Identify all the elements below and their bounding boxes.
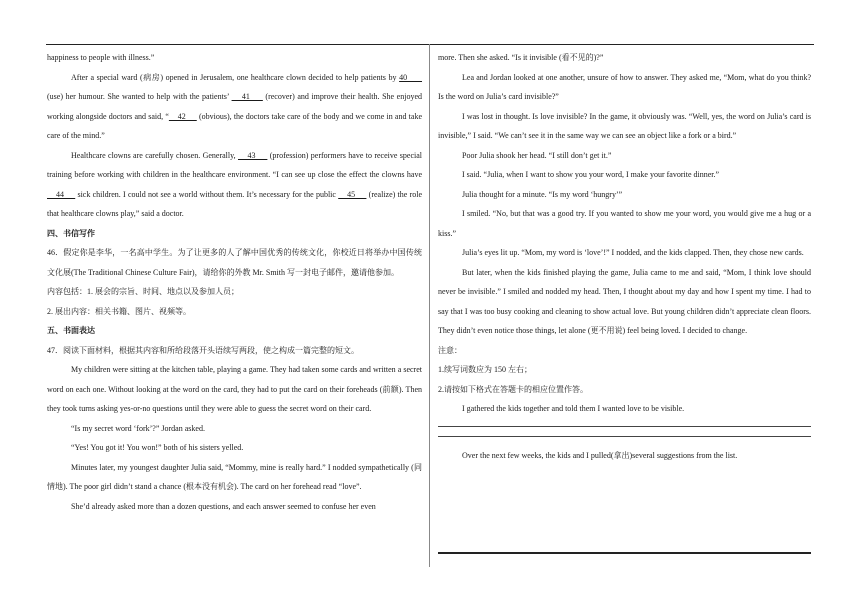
story-paragraph: I smiled. “No, but that was a good try. If you wanted to show me your word, you would give me a hug or a kiss.” xyxy=(438,209,811,238)
blank-40[interactable]: 40 xyxy=(399,72,423,82)
blank-43[interactable]: 43 xyxy=(238,150,268,160)
question-46-content-1: 内容包括：1. 展会的宗旨、时间、地点以及参加人员； xyxy=(47,287,239,296)
answer-line[interactable] xyxy=(438,436,811,437)
story-paragraph: I was lost in thought. Is love invisible? In the game, it obviously was. “Well, yes, the word on Julia’s card is invisible,” I said. “We can’t see it in the same way we can see an object like a fork or a bird.” xyxy=(438,111,811,140)
top-rule xyxy=(46,44,814,45)
continuation-opener-1: I gathered the kids together and told them I wanted love to be visible. xyxy=(462,404,685,413)
question-47: 47．阅读下面材料，根据其内容和所给段落开头语续写两段，使之构成一篇完整的短文。 xyxy=(47,345,359,355)
left-column xyxy=(47,48,422,516)
paragraph-clowns: Healthcare clowns are carefully chosen. Generally, 43 (profession) performers have to receive special training before working with children in the healthcare environment. “I can see up close the effect the clowns have 44 sick children. I could not see a world without them. It’s necessary for the public 45 (realize) the role that healthcare clowns play,” said a doctor. xyxy=(47,150,423,218)
question-46: 46．假定你是李华，一名高中学生。为了让更多的人了解中国优秀的传统文化，你校近日将举办中国传统文化展(The Traditional Chinese Culture Fair)，请给你的外教 Mr. Smith 写一封电子邮件，邀请他参加。 xyxy=(47,248,422,277)
story-paragraph: Poor Julia shook her head. “I still don’t get it.” xyxy=(462,150,612,160)
story-paragraph: Minutes later, my youngest daughter Julia said, “Mommy, mine is really hard.” I nodded sympathetically (同情地). The poor girl didn’t stand a chance (根本没有机会). The card on her forehead read “love”. xyxy=(47,462,422,491)
note-item: 1.续写词数应为 150 左右； xyxy=(438,365,532,374)
right-column xyxy=(438,48,811,465)
story-paragraph: Julia’s eyes lit up. “Mom, my word is ‘love’!” I nodded, and the kids clapped. Then, they chose new cards. xyxy=(462,248,804,257)
story-paragraph: “Is my secret word ‘fork’?” Jordan asked. xyxy=(71,423,205,433)
section-heading-writing: 五、书面表达 xyxy=(47,326,95,335)
blank-42[interactable]: 42 xyxy=(168,111,197,121)
story-paragraph: Julia thought for a minute. “Is my word ‘hungry’” xyxy=(462,189,623,199)
note-item: 2.请按如下格式在答题卡的相应位置作答。 xyxy=(438,384,588,394)
section-heading-letter: 四、书信写作 xyxy=(47,228,95,238)
blank-41[interactable]: 41 xyxy=(231,92,263,101)
continuation-opener-2: Over the next few weeks, the kids and I pulled(拿出)several suggestions from the list. xyxy=(462,450,738,460)
blank-44[interactable]: 44 xyxy=(47,189,76,199)
blank-45[interactable]: 45 xyxy=(338,189,367,199)
story-paragraph: But later, when the kids finished playing the game, Julia came to me and said, “Mom, I think love should never be invisible.” I smiled and nodded my head. Then, I thought about my day and how I spent my time. I had to say that I was too busy cooking and cleaning to show actual love. But young children didn’t appreciate clean floors. They didn’t even notice those things, let alone (更不用说) feel being loved. I decided to change. xyxy=(438,267,811,335)
notes-heading: 注意： xyxy=(438,345,462,355)
story-paragraph: My children were sitting at the kitchen table, playing a game. They had taken some cards and written a secret word on each one. Without looking at the word on the card, they had to put the card on their foreheads (前额). Then they took turns asking yes-or-no questions until they were able to guess the secret word on their card. xyxy=(47,365,422,413)
story-paragraph: I said. “Julia, when I want to show you your word, I make your favorite dinner.” xyxy=(462,170,720,179)
answer-line-bottom[interactable] xyxy=(438,552,811,554)
story-paragraph: more. Then she asked. “Is it invisible (看不见的)?” xyxy=(438,53,604,62)
question-46-content-2: 2. 展出内容：相关书籍、图片、视频等。 xyxy=(47,306,191,316)
answer-line[interactable] xyxy=(438,426,811,427)
column-divider xyxy=(429,44,430,567)
paragraph: happiness to people with illness.” xyxy=(47,53,155,62)
story-paragraph: Lea and Jordan looked at one another, unsure of how to answer. They asked me, “Mom, what do you think? Is the word on Julia’s card invisible?” xyxy=(438,72,811,101)
story-paragraph: She’d already asked more than a dozen questions, and each answer seemed to confuse her even xyxy=(71,501,376,511)
story-paragraph: “Yes! You got it! You won!” both of his sisters yelled. xyxy=(71,443,244,452)
paragraph-ward: After a special ward (病房) opened in Jerusalem, one healthcare clown decided to help patients by 40 (use) her humour. She wanted to help with the patients’ 41 (recover) and improve their health. She enjoyed working alongside doctors and said, “ 42 (obvious), the doctors take care of the body and we come in and take care of the mind.” xyxy=(47,72,423,140)
